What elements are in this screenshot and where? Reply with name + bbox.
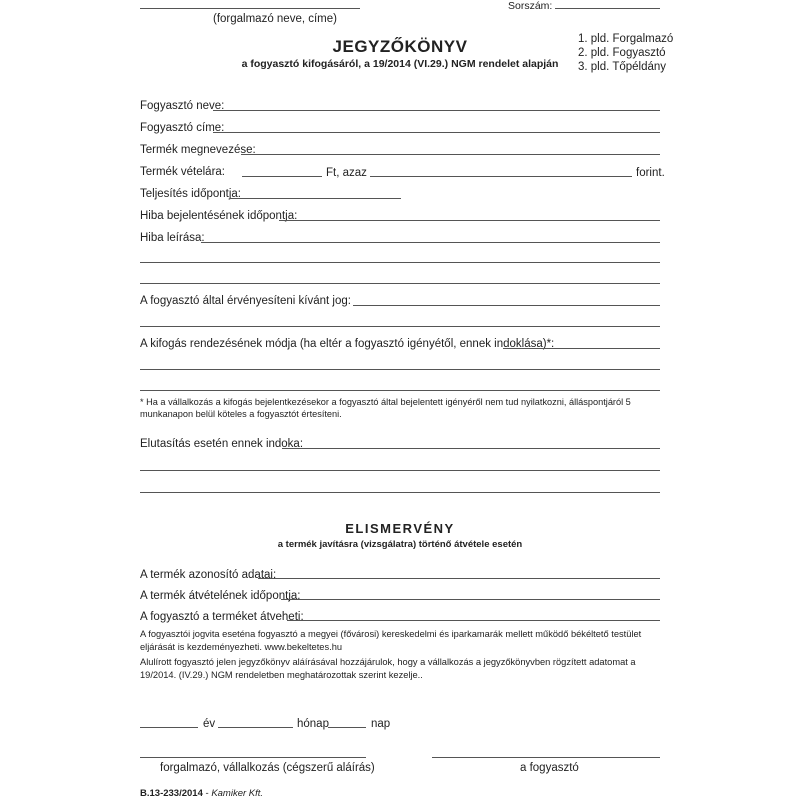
handover-date-line[interactable] — [281, 599, 660, 600]
right-claimed-line-2[interactable] — [140, 326, 660, 327]
right-claimed-line-1[interactable] — [353, 305, 660, 306]
ft-azaz-label: Ft, azaz — [326, 167, 367, 179]
collection-label: A fogyasztó a terméket átveheti: — [140, 611, 304, 623]
footer — [140, 789, 263, 799]
receipt-subtitle: a termék javításra (vizsgálatra) történő átvétele esetén — [277, 539, 523, 550]
rejection-reason-line-1[interactable] — [282, 448, 660, 449]
copy-topeldany: 3. pld. Tőpéldány — [578, 61, 667, 73]
price-in-words-line[interactable] — [370, 176, 632, 177]
rejection-reason-line-3[interactable] — [140, 492, 660, 493]
right-claimed-label: A fogyasztó által érvényesíteni kívánt jog: — [140, 295, 351, 307]
month-line[interactable] — [218, 727, 293, 728]
defect-description-line-1[interactable] — [201, 242, 660, 243]
distributor-label: (forgalmazó neve, címe) — [213, 13, 337, 25]
fulfilment-date-line[interactable] — [230, 198, 401, 199]
product-id-label: A termék azonosító adatai: — [140, 569, 277, 581]
product-id-line[interactable] — [258, 578, 660, 579]
defect-report-date-label: Hiba bejelentésének időpontja: — [140, 210, 298, 222]
defect-description-line-3[interactable] — [140, 283, 660, 284]
rejection-reason-line-2[interactable] — [140, 470, 660, 471]
consumer-signature-line[interactable] — [432, 757, 660, 758]
serial-label: Sorszám: — [508, 0, 553, 12]
publisher: Kamiker Kft. — [211, 788, 264, 799]
settlement-method-line-1[interactable] — [503, 348, 660, 349]
defect-report-date-line[interactable] — [279, 220, 660, 221]
day-label: nap — [371, 718, 391, 730]
receipt-title: ELISMERVÉNY — [345, 521, 455, 536]
form-code: B.13-233/2014 — [140, 788, 203, 799]
copy-fogyaszto: 2. pld. Fogyasztó — [578, 47, 666, 59]
settlement-method-line-2[interactable] — [140, 369, 660, 370]
defect-description-label: Hiba leírása: — [140, 232, 205, 244]
distributor-signature-label: forgalmazó, vállalkozás (cégszerű aláírás) — [160, 762, 375, 774]
distributor-line[interactable] — [140, 8, 360, 9]
protocol-title: JEGYZŐKÖNYV — [332, 37, 468, 56]
consumer-address-line[interactable] — [213, 132, 660, 133]
footnote: * Ha a vállalkozás a kifogás bejelentkezésekor a fogyasztó által bejelentett igényéről nem tud nyilatkozni, álláspontjáról 5 munkanapon belül köteles a fogyasztót értesíteni. — [140, 397, 631, 420]
consumer-address-label: Fogyasztó címe: — [140, 122, 225, 134]
defect-description-line-2[interactable] — [140, 262, 660, 263]
handover-date-label: A termék átvételének időpontja: — [140, 590, 301, 602]
copy-forgalmazo: 1. pld. Forgalmazó — [578, 33, 674, 45]
product-name-line[interactable] — [241, 154, 660, 155]
purchase-price-label: Termék vételára: — [140, 166, 226, 178]
distributor-signature-line[interactable] — [140, 757, 366, 758]
consumer-signature-label: a fogyasztó — [520, 762, 579, 774]
rejection-reason-label: Elutasítás esetén ennek indoka: — [140, 438, 304, 450]
purchase-price-line[interactable] — [242, 176, 322, 177]
consent-notice: Alulírott fogyasztó jelen jegyzőkönyv aláírásával hozzájárulok, hogy a vállalkozás a jegyzőkönyvben rögzített adatomat a 19/2014. (IV.29.) NGM rendeletben meghatározottak szerint kezelje.. — [140, 657, 636, 680]
settlement-method-line-3[interactable] — [140, 390, 660, 391]
serial-line[interactable] — [555, 8, 660, 9]
forint-label: forint. — [636, 167, 665, 179]
consumer-name-line[interactable] — [213, 110, 660, 111]
footer-separator: - — [205, 788, 209, 799]
year-label: év — [203, 718, 216, 730]
year-line[interactable] — [140, 727, 198, 728]
protocol-subtitle: a fogyasztó kifogásáról, a 19/2014 (VI.29.) NGM rendelet alapján — [241, 58, 559, 70]
consumer-name-label: Fogyasztó neve: — [140, 100, 225, 112]
settlement-method-label: A kifogás rendezésének módja (ha eltér a fogyasztó igényétől, ennek indoklása)*: — [140, 338, 555, 350]
fulfilment-date-label: Teljesítés időpontja: — [140, 188, 242, 200]
jogvita-notice: A fogyasztói jogvita eseténa fogyasztó a megyei (fővárosi) kereskedelmi és iparkamarák mellett működő békéltető testület eljárását is kezdeményezheti. www.bekeltetes.hu — [140, 629, 642, 652]
day-line[interactable] — [328, 727, 366, 728]
collection-line[interactable] — [287, 620, 660, 621]
month-label: hónap — [297, 718, 329, 730]
product-name-label: Termék megnevezése: — [140, 144, 256, 156]
